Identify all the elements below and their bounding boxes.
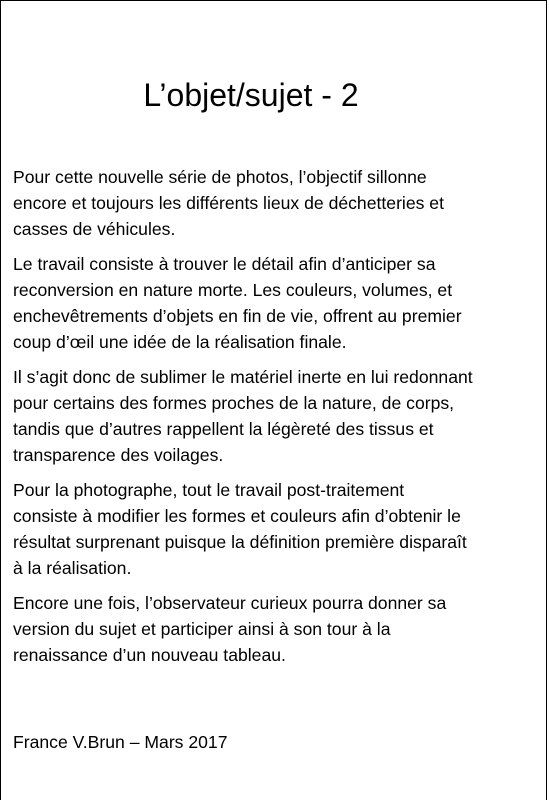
- paragraph-3: Il s’agit donc de sublimer le matériel inerte en lui redonnant pour certains des formes proches de la nature, de corps, tandis que d’autres rappellent la légèreté des tissus et transparence des voilages.: [13, 367, 473, 465]
- paragraph-5: Encore une fois, l’observateur curieux pourra donner sa version du sujet et participer ainsi à son tour à la renaissance d’un nouveau tableau.: [13, 593, 447, 665]
- page-title: L’objet/sujet - 2: [143, 77, 359, 113]
- paragraph-4: Pour la photographe, tout le travail post-traitement consiste à modifier les formes et couleurs afin d’obtenir le résultat surprenant puisque la définition première disparaît à la réalisation.: [13, 480, 467, 578]
- paragraph-2: Le travail consiste à trouver le détail afin d’anticiper sa reconversion en nature morte. Les couleurs, volumes, et enchevêtrements d’objets en fin de vie, offrent au premier coup d’œil une idée de la réalisation finale.: [13, 254, 462, 352]
- body-text: [13, 164, 541, 677]
- author-signature: France V.Brun – Mars 2017: [13, 732, 228, 752]
- paragraph-1: Pour cette nouvelle série de photos, l’objectif sillonne encore et toujours les différents lieux de déchetteries et casses de véhicules.: [13, 167, 444, 239]
